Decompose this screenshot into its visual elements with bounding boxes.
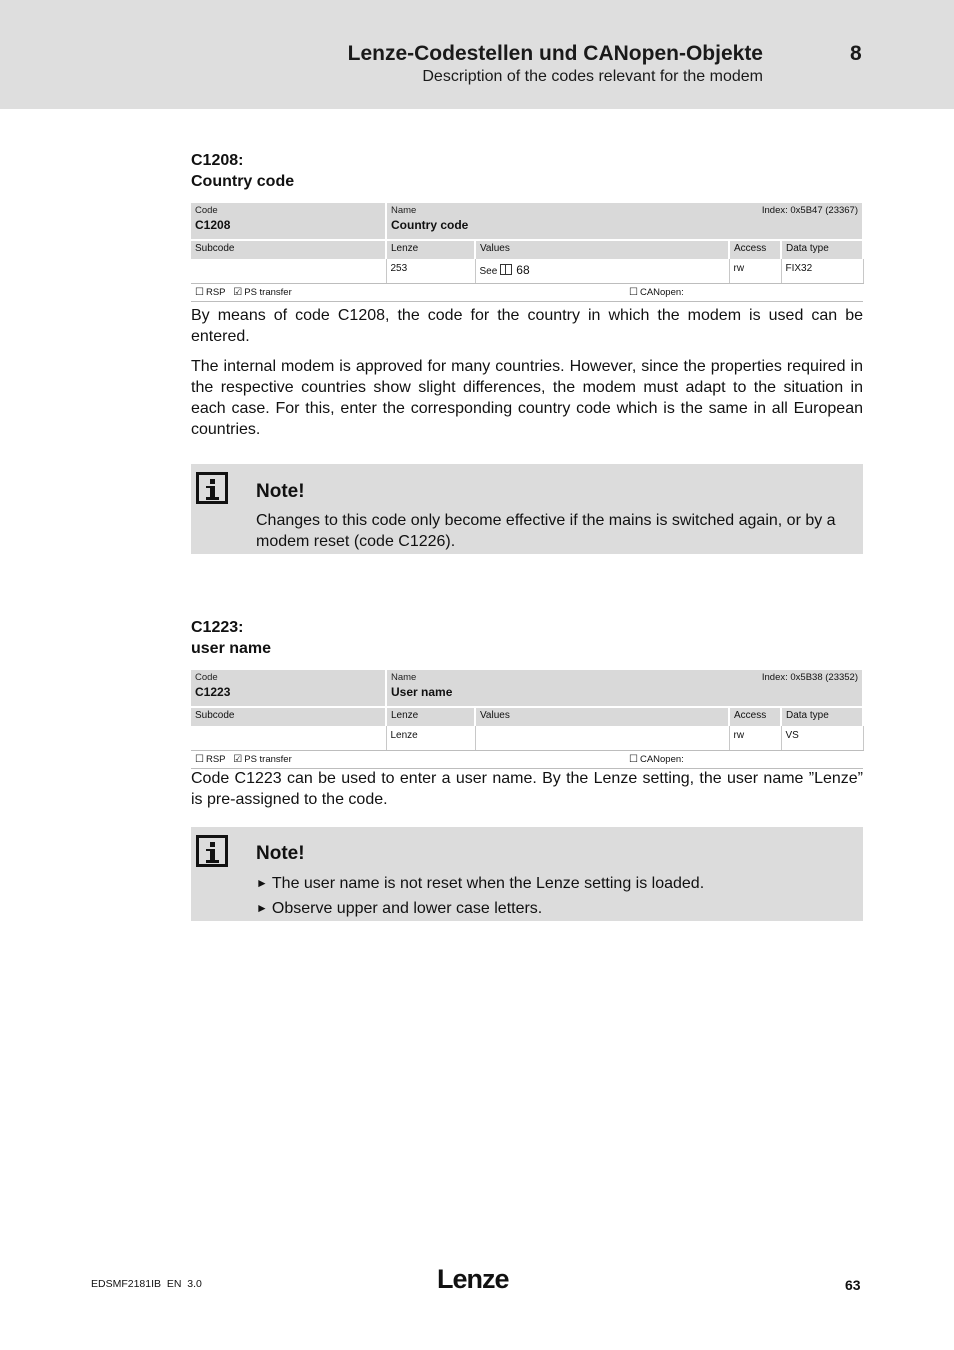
checkbox-empty-icon: ☐ [195, 754, 204, 765]
datatype-value: FIX32 [781, 259, 863, 284]
note-box [191, 827, 863, 921]
name-value: Country code [391, 218, 469, 232]
code-value: C1223 [195, 685, 231, 699]
access-value: rw [729, 726, 781, 751]
subcode-value [191, 259, 386, 284]
values-header: Values [475, 240, 729, 259]
note-title: Note! [256, 481, 305, 502]
index-value: Index: 0x5B38 (23352) [761, 672, 858, 683]
list-item [256, 871, 851, 896]
list-item [256, 896, 851, 921]
values-value [475, 726, 729, 751]
subcode-header: Subcode [191, 240, 386, 259]
section-name: Country code [191, 173, 295, 190]
section-code: C1208: [191, 152, 244, 169]
ps-transfer-label: PS transfer [244, 754, 292, 765]
lenze-header: Lenze [386, 707, 475, 726]
note-text: Changes to this code only become effective if the mains is switched again, or by a modem reset (code C1226). [256, 512, 836, 550]
subcode-value [191, 726, 386, 751]
name-cell [386, 203, 863, 240]
checkbox-empty-icon: ☐ [195, 287, 204, 298]
lenze-value: 253 [386, 259, 475, 284]
paragraph: Code C1223 can be used to enter a user name. By the Lenze setting, the user name ”Lenze” is pre-assigned to the code. [191, 770, 863, 808]
datatype-header: Data type [781, 707, 863, 726]
arrow-right-icon: ► [256, 901, 268, 915]
canopen-label: CANopen: [639, 287, 684, 298]
access-header: Access [729, 240, 781, 259]
lenze-header: Lenze [386, 240, 475, 259]
code-table-c1223 [191, 670, 864, 769]
rsp-label: RSP [205, 287, 226, 298]
code-cell [191, 203, 386, 240]
name-cell [386, 670, 863, 707]
values-header: Values [475, 707, 729, 726]
canopen-label: CANopen: [639, 754, 684, 765]
name-value: User name [391, 685, 453, 699]
note-box [191, 464, 863, 554]
page-number: 63 [845, 1277, 861, 1293]
paragraph: By means of code C1208, the code for the country in which the modem is used can be entered. [191, 307, 863, 345]
datatype-value: VS [781, 726, 863, 751]
canopen-cell [629, 751, 863, 769]
section-heading-c1208 [191, 150, 294, 192]
arrow-right-icon: ► [256, 876, 268, 890]
document-id: EDSMF2181IB EN 3.0 [91, 1278, 202, 1290]
note-title: Note! [256, 843, 305, 864]
chapter-title: Lenze-Codestellen und CANopen-Objekte [347, 42, 763, 65]
datatype-header: Data type [781, 240, 863, 259]
ps-transfer-label: PS transfer [244, 287, 292, 298]
note-list [256, 871, 851, 921]
page-header [0, 0, 954, 109]
paragraph: The internal modem is approved for many countries. However, since the properties required in the respective countries show slight differences, the modem must adapt to the situation in each case. For this, enter the corresponding country code which is the same in all European countries. [191, 358, 863, 438]
canopen-cell [629, 284, 863, 302]
checkbox-empty-icon: ☐ [629, 287, 638, 298]
code-label: Code [195, 205, 218, 216]
name-label: Name [391, 672, 417, 683]
checkbox-empty-icon: ☐ [629, 754, 638, 765]
list-item-text: Observe upper and lower case letters. [271, 900, 543, 917]
page-reference[interactable]: 68 [516, 263, 530, 277]
note-list-container [256, 871, 851, 921]
values-see: See [479, 266, 498, 277]
name-label: Name [391, 205, 417, 216]
section-name: user name [191, 640, 272, 657]
checkbox-checked-icon: ☑ [233, 754, 243, 765]
info-icon [196, 835, 228, 867]
code-cell [191, 670, 386, 707]
values-value [475, 259, 729, 284]
book-icon [500, 264, 512, 275]
info-icon [196, 472, 228, 504]
section-code: C1223: [191, 619, 244, 636]
subcode-header: Subcode [191, 707, 386, 726]
chapter-subtitle: Description of the codes relevant for the modem [422, 68, 763, 85]
list-item-text: The user name is not reset when the Lenze setting is loaded. [271, 875, 705, 892]
access-value: rw [729, 259, 781, 284]
lenze-logo: Lenze [437, 1264, 509, 1294]
rsp-label: RSP [205, 754, 226, 765]
code-value: C1208 [195, 218, 231, 232]
checkbox-checked-icon: ☑ [233, 287, 243, 298]
code-label: Code [195, 672, 218, 683]
section-heading-c1223 [191, 617, 271, 659]
chapter-number: 8 [850, 42, 862, 65]
index-value: Index: 0x5B47 (23367) [761, 205, 858, 216]
access-header: Access [729, 707, 781, 726]
code-table-c1208 [191, 203, 864, 302]
lenze-value: Lenze [386, 726, 475, 751]
